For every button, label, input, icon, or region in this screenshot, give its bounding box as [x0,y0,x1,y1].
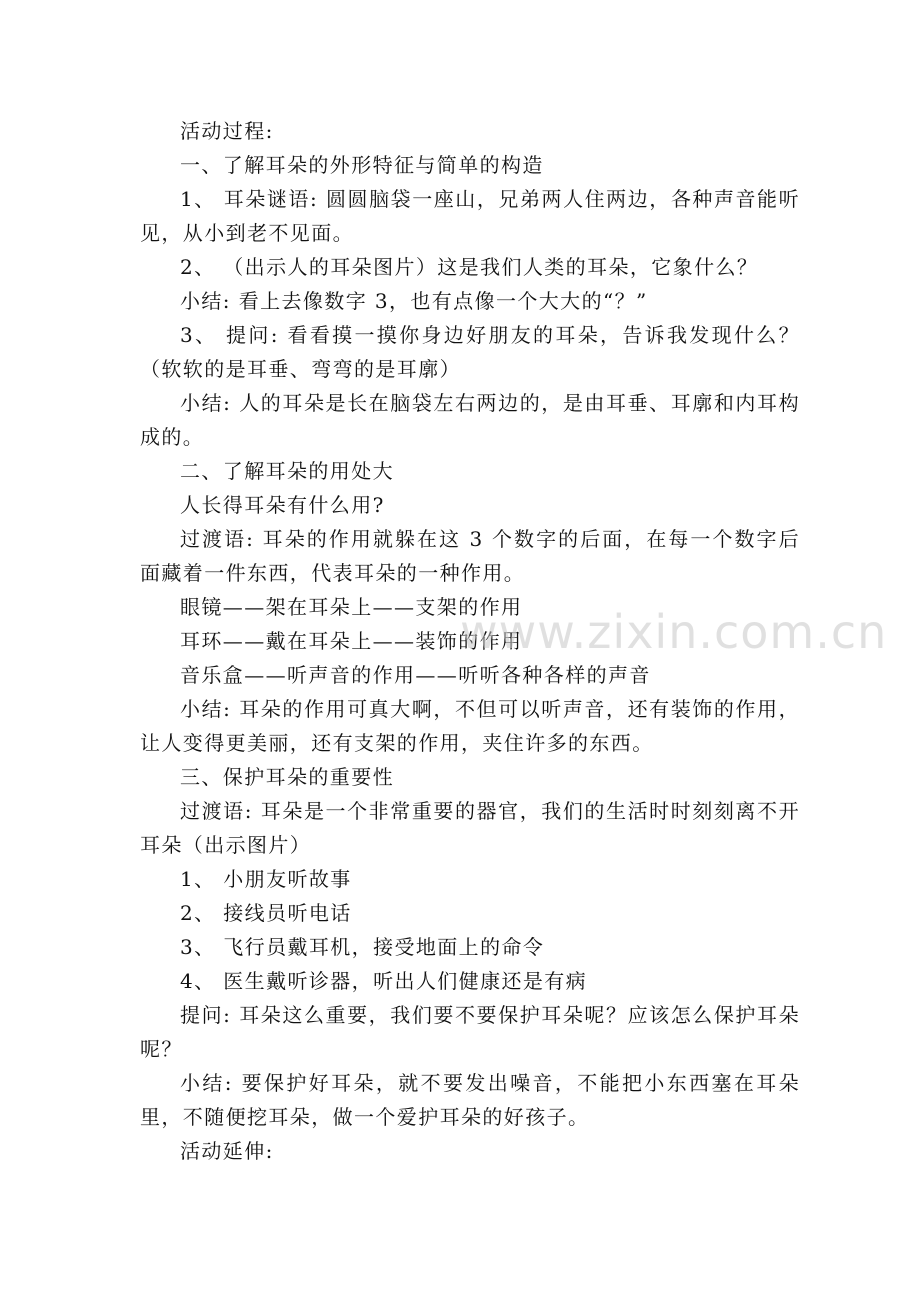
paragraph-activity-extension: 活动延伸: [180,1139,274,1163]
paragraph-music-box: 音乐盒——听声音的作用——听听各种各样的声音 [180,663,651,687]
watermark: www.zixin.com.cn [460,605,888,659]
paragraph-transition-organ: 过渡语: 耳朵是一个非常重要的器官，我们的生活时时刻刻离不开耳朵（出示图片） [140,799,800,857]
list-item-pilot: 3、 飞行员戴耳机，接受地面上的命令 [180,935,545,959]
list-item-operator: 2、 接线员听电话 [180,901,352,925]
paragraph-question-use: 人长得耳朵有什么用? [180,493,385,517]
paragraph-activity-process: 活动过程: [180,119,274,143]
paragraph-summary-protect: 小结: 要保护好耳朵，就不要发出噪音，不能把小东西塞在耳朵里，不随便挖耳朵，做一个爱护耳朵的好孩子。 [140,1071,800,1129]
section-heading-3: 三、保护耳朵的重要性 [180,765,394,789]
section-heading-2: 二、了解耳朵的用处大 [180,459,394,483]
paragraph-question-protect: 提问: 耳朵这么重要，我们要不要保护耳朵呢？应该怎么保护耳朵呢？ [140,1003,800,1061]
paragraph-riddle: 1、 耳朵谜语: 圆圆脑袋一座山，兄弟两人住两边，各种声音能听见，从小到老不见面。 [140,187,800,245]
section-heading-1: 一、了解耳朵的外形特征与简单的构造 [180,153,544,177]
paragraph-question-touch: 3、 提问: 看看摸一摸你身边好朋友的耳朵，告诉我发现什么？（软软的是耳垂、弯弯的是耳廓） [140,323,800,381]
list-item-doctor: 4、 医生戴听诊器，听出人们健康还是有病 [180,969,588,993]
paragraph-glasses: 眼镜——架在耳朵上——支架的作用 [180,595,523,619]
paragraph-summary-functions: 小结: 耳朵的作用可真大啊，不但可以听声音，还有装饰的作用，让人变得更美丽，还有支架的作用，夹住许多的东西。 [140,697,800,755]
paragraph-earring: 耳环——戴在耳朵上——装饰的作用 [180,629,523,653]
paragraph-transition-numbers: 过渡语: 耳朵的作用就躲在这 3 个数字的后面，在每一个数字后面藏着一件东西，代表耳朵的一种作用。 [140,527,800,585]
paragraph-summary-shape: 小结: 看上去像数字 3，也有点像一个大大的“？” [180,289,648,313]
list-item-story: 1、 小朋友听故事 [180,867,352,891]
paragraph-summary-structure: 小结: 人的耳朵是长在脑袋左右两边的，是由耳垂、耳廓和内耳构成的。 [140,391,800,449]
paragraph-show-picture: 2、 （出示人的耳朵图片）这是我们人类的耳朵，它象什么？ [180,255,759,279]
